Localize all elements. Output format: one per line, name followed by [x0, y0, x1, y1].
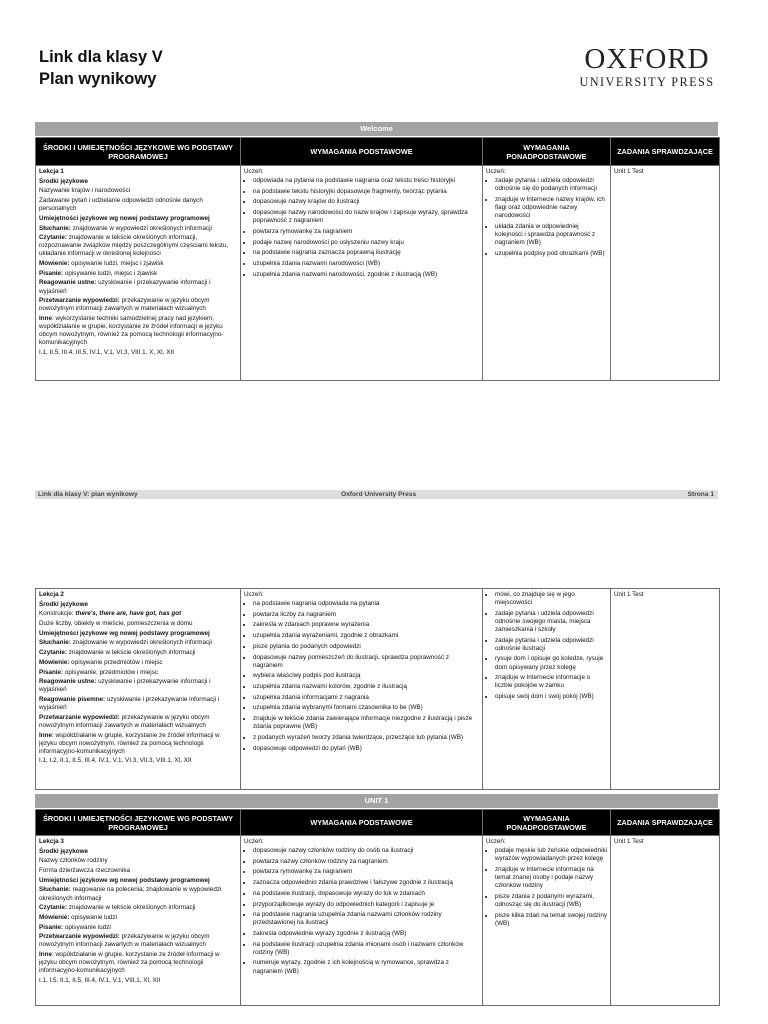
list-item: • znajduje w tekście zdania zawierające informacje niezgodne z ilustracją i pisze zdania poprawne (WB) — [253, 715, 479, 731]
skill-mowienie: Mówienie: opisywanie przedmiotów i miejsc — [39, 658, 163, 666]
basic-requirements-cell — [241, 836, 483, 1006]
logo-sub-text: UNIVERSITY PRESS — [579, 75, 715, 89]
skill-inne: Inne: wykorzystanie techniki samodzielnej pracy nad językiem, współdziałanie w grupie, korzystanie ze źródeł informacji w języku obcym nowożytnym, również za pomocą technologii informacyjno-komunikacyjnych — [39, 315, 224, 347]
skill-przetwarzanie: Przetwarzanie wypowiedzi: przekazywanie w języku obcym nowożytnym informacji zawartych w materiałach wizualnych — [39, 713, 210, 729]
document-title — [39, 46, 163, 90]
list-item: • uzupełnia zdania nazwami narodowości (WB) — [253, 260, 479, 268]
column-header-tests: ZADANIA SPRAWDZAJĄCE — [611, 810, 720, 836]
list-item: • zadaje pytania i udziela odpowiedzi odnośnie swojego miasta, miejsca zamieszkania i szkoły — [495, 610, 607, 634]
table-row — [36, 836, 720, 1006]
list-item: • uzupełnia zdania informacjami z nagrania — [253, 694, 479, 702]
section-band-unit-1: UNIT 1 — [35, 794, 718, 808]
column-header-basic: WYMAGANIA PODSTAWOWE — [241, 138, 483, 166]
oxford-logo — [576, 44, 718, 89]
uczen-label: Uczeń: — [244, 168, 264, 175]
logo-main-text: OXFORD — [584, 43, 710, 75]
skill-pisanie: Pisanie: opisywanie ludzi — [39, 923, 111, 931]
advanced-list — [486, 847, 607, 928]
srodki-cell — [36, 166, 241, 381]
list-item: • pisze zdania z podanymi wyrazami, odnosząc się do ilustracji (WB) — [495, 893, 607, 909]
advanced-requirements-cell — [483, 589, 611, 790]
list-item: • numeruje wyrazy, zgodnie z ich kolejnością w rymowance, sprawdza z nagraniem (WB) — [253, 959, 479, 975]
list-item: • dopasowuje nazwy krajów do ilustracji — [253, 198, 479, 206]
list-item: • powtarza nazwy członków rodziny za nagraniem — [253, 858, 479, 866]
advanced-list — [486, 177, 607, 258]
skill-czytanie: Czytanie: znajdowanie w tekście określonych informacji — [39, 649, 196, 657]
srodki-cell — [36, 589, 241, 790]
skill-przetwarzanie: Przetwarzanie wypowiedzi: przekazywanie w języku obcym nowożytnym informacji zawartych w materiałach wizualnych — [39, 297, 210, 313]
list-item: • zakreśla w zdaniach poprawne wyrażenia — [253, 621, 479, 629]
skill-mowienie: Mówienie: opisywanie ludzi, miejsc i zjawisk — [39, 260, 164, 268]
list-item: • dopasowuje nazwy członków rodziny do osób na ilustracji — [253, 847, 479, 855]
list-item: • dopasowuje nazwy pomieszczeń do ilustracji, sprawdza poprawność z nagraniem — [253, 654, 479, 670]
uczen-label: Uczeń: — [244, 591, 264, 598]
table-row — [36, 166, 720, 381]
list-item: • dopasowuje nazwy narodowości do nazw krajów i zapisuje wyrazy, sprawdza poprawność z nagraniem — [253, 209, 479, 225]
title-line-1: Link dla klasy V — [39, 48, 163, 66]
list-item: • powtarza liczby za nagraniem — [253, 611, 479, 619]
column-header-advanced: WYMAGANIA PONADPODSTAWOWE — [483, 138, 611, 166]
basic-list — [244, 847, 479, 976]
list-item: • podaje nazwę narodowości po usłyszeniu nazwy kraju — [253, 239, 479, 247]
list-item: • na podstawie tekstu historyjki dopasowuje fragmenty, tworząc pytania — [253, 188, 479, 196]
basic-requirements-cell — [241, 166, 483, 381]
list-item: • przyporządkowuje wyrazy do odpowiednich kategorii i zapisuje je — [253, 901, 479, 909]
column-header-srodki: ŚRODKI I UMIEJĘTNOŚCI JĘZYKOWE WG PODSTAWY PROGRAMOWEJ — [36, 138, 241, 166]
umiejetnosci-label: Umiejętności językowe wg nowej podstawy programowej — [39, 214, 210, 222]
list-item: • uzupełnia zdania wybranymi formami czasownika to be (WB) — [253, 704, 479, 712]
curriculum-codes: I.1, I.5, II.1, II.5, III.4, IV.1, V.1, VIII.1, XI, XII — [39, 976, 161, 984]
list-item: • opisuje swój dom i swój pokój (WB) — [495, 693, 607, 701]
skill-sluchanie: Słuchanie: reagowanie na polecenia; znajdowanie w wypowiedzi określonych informacji — [39, 886, 222, 902]
skill-sluchanie: Słuchanie: znajdowanie w wypowiedzi określonych informacji — [39, 224, 212, 232]
list-item: • uzupełnia zdania wyrażeniami, zgodnie z obrazkami — [253, 632, 479, 640]
list-item: • uzupełnia zdania nazwami kolorów, zgodnie z ilustracją — [253, 683, 479, 691]
list-item: • pisze pytania do podanych odpowiedzi — [253, 643, 479, 651]
srodki-item: Nazwy członków rodziny — [39, 857, 108, 865]
list-item: • uzupełnia podpisy pod obrazkami (WB) — [495, 250, 607, 258]
list-item: • zadaje pytania i udziela odpowiedzi odnośnie ilustracji — [495, 637, 607, 653]
list-item: • powtarza rymowankę za nagraniem — [253, 868, 479, 876]
list-item: • zakreśla odpowiednie wyrazy zgodnie z ilustracją (WB) — [253, 930, 479, 938]
skill-inne: Inne: współdziałanie w grupie, korzystanie ze źródeł informacji w języku obcym nowożytnym, również za pomocą technologii informacyjno-komunikacyjnych — [39, 951, 220, 975]
skill-reagowanie-ustne: Reagowanie ustne: uzyskiwanie i przekazywanie informacji i wyjaśnień — [39, 279, 211, 295]
page-footer — [35, 490, 718, 499]
srodki-item: Forma dzierżawcza rzeczownika — [39, 867, 130, 875]
umiejetnosci-label: Umiejętności językowe wg nowej podstawy programowej — [39, 876, 210, 884]
section-band-welcome: Welcome — [35, 122, 718, 136]
list-item: • odpowiada na pytania na podstawie nagrania oraz tekstu treści historyjki — [253, 177, 479, 185]
list-item: • na podstawie ilustracji uzupełnia zdania imionami osób i nazwami członków rodziny (WB) — [253, 941, 479, 957]
column-header-srodki: ŚRODKI I UMIEJĘTNOŚCI JĘZYKOWE WG PODSTAWY PROGRAMOWEJ — [36, 810, 241, 836]
list-item: • rysuje dom i opisuje go koledze, rysuje dom opisywany przez kolegę — [495, 655, 607, 671]
test-cell: Unit 1 Test — [611, 166, 720, 381]
lesson-title: Lekcja 3 — [39, 838, 64, 845]
srodki-label: Środki językowe — [39, 177, 88, 185]
skill-czytanie: Czytanie: znajdowanie w tekście określonych informacji, rozpoznawanie związków między poszczególnymi częściami tekstu, układanie informacji w określonej kolejności — [39, 234, 228, 258]
basic-requirements-cell — [241, 589, 483, 790]
plan-table-lesson-1 — [35, 137, 720, 381]
umiejetnosci-label: Umiejętności językowe wg nowej podstawy programowej — [39, 629, 210, 637]
plan-table-lesson-2 — [35, 588, 720, 790]
srodki-item: Konstrukcje: there's, there are, have got, has got — [39, 610, 182, 618]
srodki-item: Zadawanie pytań i udzielanie odpowiedzi odnośnie danych personalnych — [39, 197, 203, 213]
list-item: • na podstawie nagrania uzupełnia zdania nazwami członków rodziny przedstawionej na ilustracji — [253, 911, 479, 927]
list-item: • pisze kilka zdań na temat swojej rodziny (WB) — [495, 912, 607, 928]
plan-table-lesson-3 — [35, 809, 720, 1006]
list-item: • mówi, co znajduje się w jego miejscowości — [495, 591, 607, 607]
skill-reagowanie-ustne: Reagowanie ustne: uzyskiwanie i przekazywanie informacji i wyjaśnień — [39, 678, 211, 694]
uczen-label: Uczeń: — [486, 168, 506, 175]
skill-pisanie: Pisanie: opisywanie ludzi, miejsc i zjawisk — [39, 269, 158, 277]
skill-sluchanie: Słuchanie: znajdowanie w wypowiedzi określonych informacji — [39, 639, 212, 647]
list-item: • znajduje w Internecie informacje na temat znanej osoby i podaje nazwy członków rodziny — [495, 866, 607, 890]
basic-list — [244, 600, 479, 753]
table-row — [36, 589, 720, 790]
title-line-2: Plan wynikowy — [39, 70, 157, 88]
basic-list — [244, 177, 479, 279]
skill-reagowanie-pisemne: Reagowanie pisemne: uzyskiwanie i przekazywanie informacji i wyjaśnień — [39, 695, 220, 712]
advanced-list — [486, 591, 607, 701]
list-item: • układa zdania w odpowiedniej kolejności i sprawdza poprawność z nagraniem (WB) — [495, 223, 607, 247]
uczen-label: Uczeń: — [244, 838, 264, 845]
list-item: • z podanych wyrażeń tworzy zdania twierdzące, przeczące lub pytania (WB) — [253, 734, 479, 742]
srodki-label: Środki językowe — [39, 847, 88, 855]
uczen-label: Uczeń: — [486, 838, 506, 845]
skill-przetwarzanie: Przetwarzanie wypowiedzi: przekazywanie w języku obcym nowożytnym informacji zawartych w materiałach wizualnych — [39, 933, 210, 949]
list-item: • znajduje w Internecie informacje o liczbie pokojów w zamku — [495, 674, 607, 690]
list-item: • zaznacza odpowiednio zdania prawdziwe i fałszywe zgodnie z ilustracją — [253, 879, 479, 887]
column-header-tests: ZADANIA SPRAWDZAJĄCE — [611, 138, 720, 166]
list-item: • na podstawie nagrania zaznacza poprawną ilustrację — [253, 249, 479, 257]
skill-pisanie: Pisanie: opisywanie, przedmiotów i miejsc — [39, 668, 158, 676]
column-header-basic: WYMAGANIA PODSTAWOWE — [241, 810, 483, 836]
curriculum-codes: I.1, I.2, II.1, II.5, III.4, IV.1, V.1, VI.3, VII.3, VIII.1, XI, XII — [39, 757, 192, 765]
skill-inne: Inne: współdziałanie w grupie, korzystanie ze źródeł informacji w języku obcym nowożytnym, również za pomocą technologii informacyjno-komunikacyjnych — [39, 731, 220, 755]
lesson-title: Lekcja 1 — [39, 168, 64, 175]
srodki-cell — [36, 836, 241, 1006]
advanced-requirements-cell — [483, 166, 611, 381]
test-cell: Unit 1 Test — [611, 589, 720, 790]
footer-page-number: Strona 1 — [687, 491, 714, 498]
list-item: • znajduje w Internecie nazwy krajów, ich flagi oraz odpowiednie nazwy narodowości — [495, 196, 607, 220]
curriculum-codes: I.1, II.5, III.4, III.5, IV.1, V.1, VI.3, VIII.1, X, XI, XII — [39, 349, 174, 356]
test-cell: Unit 1 Test — [611, 836, 720, 1006]
list-item: • na podstawie nagrania odpowiada na pytania — [253, 600, 479, 608]
list-item: • powtarza rymowankę za nagraniem — [253, 228, 479, 236]
list-item: • podaje męskie lub żeńskie odpowiedniki wyrazów wypowiadanych przez kolegę — [495, 847, 607, 863]
srodki-item: Nazywanie krajów i narodowości — [39, 187, 130, 195]
skill-mowienie: Mówienie: opisywanie ludzi — [39, 913, 118, 921]
lesson-title: Lekcja 2 — [39, 591, 64, 598]
footer-center: Oxford University Press — [341, 491, 417, 498]
skill-czytanie: Czytanie: znajdowanie w tekście określonych informacji — [39, 904, 196, 912]
srodki-label: Środki językowe — [39, 600, 88, 608]
srodki-item: Duże liczby, obiekty w mieście, pomieszczenia w domu — [39, 620, 193, 628]
footer-left: Link dla klasy V: plan wynikowy — [38, 491, 138, 498]
list-item: • wybiera właściwy podpis pod ilustracją — [253, 672, 479, 680]
column-header-advanced: WYMAGANIA PONADPODSTAWOWE — [483, 810, 611, 836]
list-item: • uzupełnia zdania nazwami narodowości, zgodnie z ilustracją (WB) — [253, 271, 479, 279]
list-item: • dopasowuje odpowiedzi do pytań (WB) — [253, 745, 479, 753]
list-item: • zadaje pytania i udziela odpowiedzi odnośnie się do podanych informacji — [495, 177, 607, 193]
advanced-requirements-cell — [483, 836, 611, 1006]
list-item: • na podstawie ilustracji, dopasowuje wyrazy do luk w zdaniach — [253, 890, 479, 898]
